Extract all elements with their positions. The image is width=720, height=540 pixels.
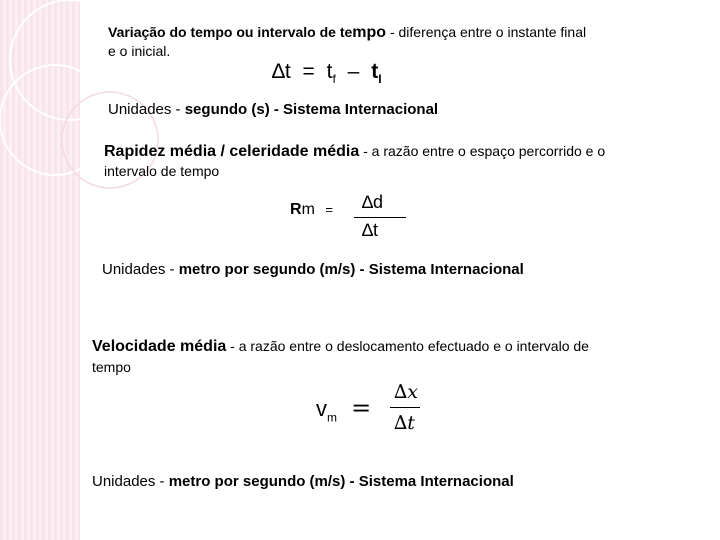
- speed-fraction-bar: [354, 217, 406, 218]
- velocity-formula-m: m: [327, 410, 337, 425]
- time-units-value: segundo (s) - Sistema Internacional: [184, 101, 439, 118]
- speed-formula-m: m: [301, 201, 315, 218]
- time-description: - diferença entre o instante final: [386, 24, 587, 40]
- time-units: [108, 101, 438, 118]
- time-formula-tf: t: [326, 60, 333, 83]
- time-formula-equals: =: [302, 60, 315, 83]
- speed-description: - a razão entre o espaço percorrido e o: [359, 143, 606, 159]
- speed-formula-denominator: ∆t: [362, 220, 379, 240]
- time-definition-line-1: [108, 24, 586, 41]
- time-title: Variação do tempo ou intervalo de te: [108, 24, 353, 40]
- time-formula-i-sub: I: [378, 72, 382, 87]
- velocity-units-value: metro por segundo (m/s) - Sistema Internacional: [168, 473, 514, 490]
- speed-definition-line-1: [104, 143, 605, 160]
- speed-definition-line-2: intervalo de tempo: [104, 163, 220, 179]
- speed-units-label: Unidades -: [102, 261, 179, 278]
- speed-formula-r: R: [290, 201, 302, 218]
- velocity-definition-line-2: tempo: [92, 359, 131, 375]
- velocity-units-label: Unidades -: [92, 473, 169, 490]
- time-units-label: Unidades -: [108, 101, 185, 118]
- time-formula-f-sub: f: [332, 72, 336, 87]
- speed-formula-equals: =: [325, 202, 333, 217]
- time-formula-delta: ∆t: [272, 60, 291, 83]
- time-title-tail: mpo: [352, 24, 387, 41]
- velocity-units: [92, 473, 514, 490]
- velocity-definition-line-1: [92, 338, 589, 355]
- velocity-formula-equals: =: [351, 394, 372, 422]
- velocity-formula-lhs: [316, 394, 371, 424]
- velocity-formula-v: v: [316, 396, 327, 421]
- velocity-formula-numerator: ∆x: [394, 381, 418, 403]
- velocity-title: Velocidade média: [92, 338, 227, 355]
- speed-formula-numerator: ∆d: [362, 192, 384, 212]
- speed-units: [102, 261, 524, 278]
- speed-formula-lhs: [290, 201, 333, 219]
- speed-title: Rapidez média / celeridade média: [104, 143, 360, 160]
- velocity-fraction-bar: [390, 407, 420, 408]
- velocity-formula-denominator: ∆t: [394, 412, 415, 434]
- speed-units-value: metro por segundo (m/s) - Sistema Internacional: [178, 261, 524, 278]
- time-formula-ti: t: [371, 60, 379, 83]
- time-formula-minus: –: [347, 60, 360, 83]
- time-definition-line-2: e o inicial.: [108, 43, 171, 59]
- time-formula: [272, 60, 382, 86]
- velocity-description: - a razão entre o deslocamento efectuado e o intervalo de: [226, 338, 589, 354]
